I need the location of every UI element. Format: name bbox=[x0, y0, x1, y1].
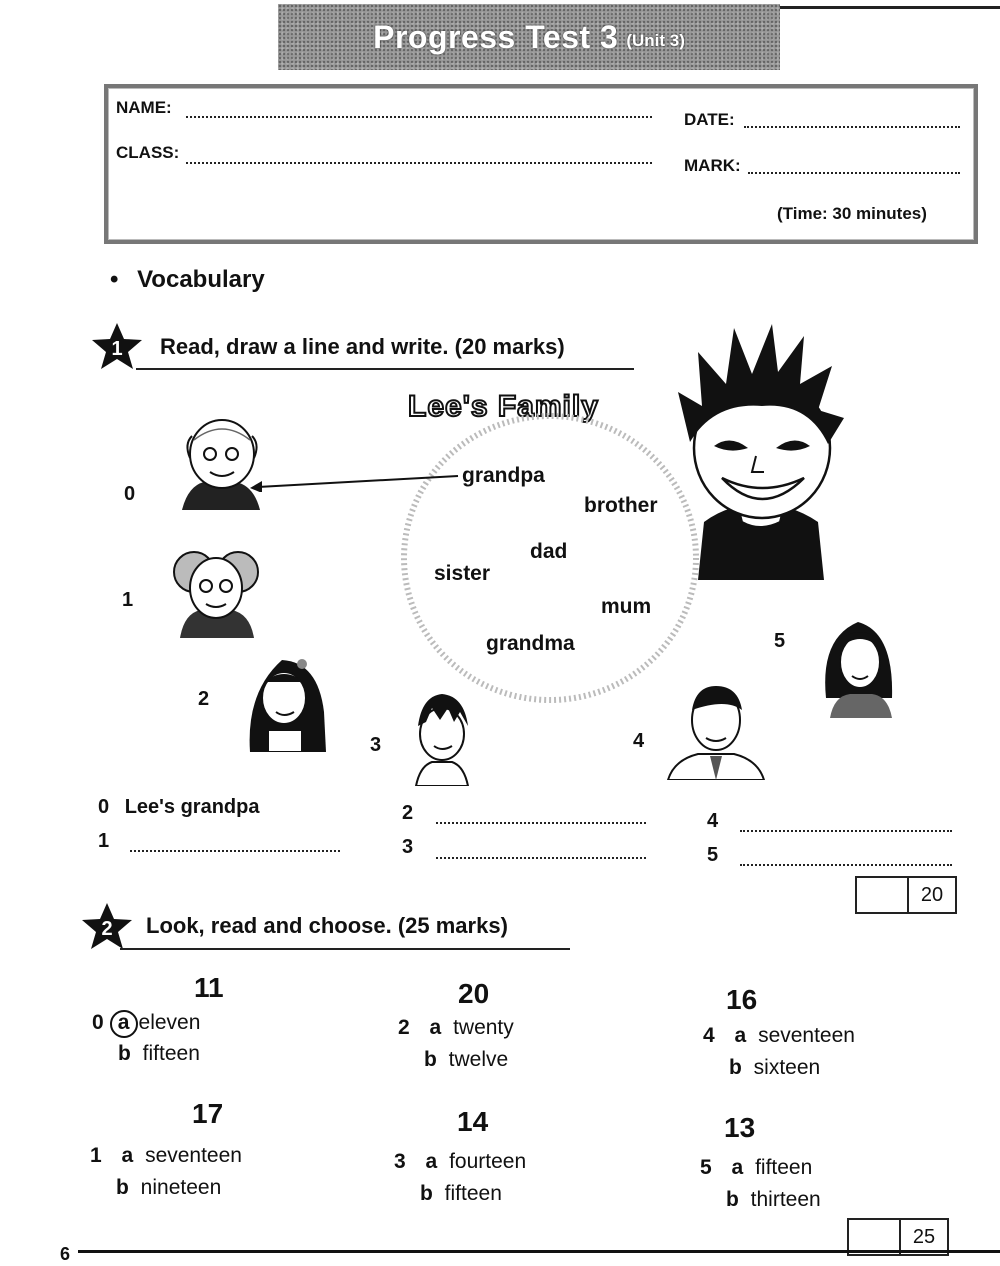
answer-number-4: 4 bbox=[707, 810, 719, 832]
word-grandpa: grandpa bbox=[462, 464, 545, 487]
choice-a[interactable] bbox=[703, 1024, 855, 1048]
exercise-1-number: 1 bbox=[111, 338, 123, 360]
exercise-1-score-box bbox=[855, 876, 957, 914]
prompt-number: 14 bbox=[457, 1106, 489, 1137]
mark-field[interactable] bbox=[748, 172, 960, 174]
answer-field-5[interactable] bbox=[740, 864, 952, 866]
choice-a[interactable] bbox=[92, 1010, 200, 1038]
picture-number-3: 3 bbox=[370, 734, 382, 756]
sister-illustration bbox=[242, 652, 328, 752]
choice-a-label: a bbox=[121, 1144, 134, 1167]
prompt-number: 11 bbox=[194, 972, 224, 1003]
time-note: (Time: 30 minutes) bbox=[777, 204, 927, 223]
choice-b-text: thirteen bbox=[750, 1188, 821, 1211]
item-number: 3 bbox=[394, 1150, 406, 1173]
choice-a-text: fourteen bbox=[449, 1150, 527, 1173]
choice-a[interactable] bbox=[90, 1144, 242, 1168]
section-bullet: • bbox=[110, 266, 119, 293]
choice-b-label: b bbox=[726, 1188, 739, 1211]
answer-number-5: 5 bbox=[707, 844, 719, 866]
top-rule bbox=[780, 6, 1000, 9]
item-number: 2 bbox=[398, 1016, 410, 1039]
picture-number-5: 5 bbox=[774, 630, 786, 652]
item-number: 4 bbox=[703, 1024, 715, 1047]
choice-b-label: b bbox=[729, 1056, 742, 1079]
choice-b[interactable] bbox=[420, 1182, 502, 1206]
choice-b-text: twelve bbox=[448, 1048, 509, 1071]
word-sister: sister bbox=[434, 562, 491, 585]
picture-number-1: 1 bbox=[122, 589, 134, 611]
exercise-1-score-field[interactable] bbox=[857, 878, 909, 912]
exercise-2-total: 25 bbox=[912, 1225, 936, 1248]
answer-field-4[interactable] bbox=[740, 830, 952, 832]
exercise-2-rule bbox=[120, 948, 570, 950]
name-field[interactable] bbox=[186, 116, 652, 118]
class-field[interactable] bbox=[186, 162, 652, 164]
choice-a-label: a bbox=[734, 1024, 747, 1047]
grandma-illustration bbox=[166, 542, 266, 640]
date-field[interactable] bbox=[744, 126, 960, 128]
grandpa-illustration bbox=[174, 414, 270, 512]
exercise-2-star-icon bbox=[80, 902, 134, 950]
section-heading bbox=[110, 266, 265, 294]
prompt-number: 17 bbox=[192, 1098, 224, 1129]
brother-illustration bbox=[408, 690, 474, 786]
choice-a-text: fifteen bbox=[755, 1156, 813, 1179]
choice-b-text: nineteen bbox=[140, 1176, 222, 1199]
lee-illustration bbox=[668, 322, 854, 580]
picture-number-2: 2 bbox=[198, 688, 210, 710]
name-label: NAME: bbox=[116, 98, 172, 117]
prompt-number: 13 bbox=[724, 1112, 756, 1143]
answer-number-2: 2 bbox=[402, 802, 414, 824]
prompt-number: 20 bbox=[458, 978, 490, 1009]
answer-row-0 bbox=[98, 796, 259, 819]
choice-a-text: seventeen bbox=[145, 1144, 242, 1167]
exercise-1-rule bbox=[136, 368, 634, 370]
picture-number-4: 4 bbox=[633, 730, 645, 752]
prompt-number: 16 bbox=[726, 984, 758, 1015]
choice-b-label: b bbox=[424, 1048, 437, 1071]
footer-rule bbox=[78, 1250, 1000, 1253]
choice-b-label: b bbox=[420, 1182, 433, 1205]
page-title: Progress Test 3 bbox=[373, 18, 619, 55]
choice-b-text: fifteen bbox=[444, 1182, 502, 1205]
exercise-1-star-icon bbox=[90, 322, 144, 370]
exercise-1-instruction: Read, draw a line and write. (20 marks) bbox=[160, 334, 565, 359]
unit-label: (Unit 3) bbox=[626, 31, 685, 50]
dad-illustration bbox=[666, 680, 766, 780]
choice-b[interactable] bbox=[118, 1042, 200, 1066]
page-number: 6 bbox=[60, 1244, 71, 1264]
word-mum: mum bbox=[601, 595, 652, 618]
exercise-2-score-field[interactable] bbox=[849, 1220, 901, 1254]
word-grandma: grandma bbox=[486, 632, 575, 655]
choice-b[interactable] bbox=[726, 1188, 821, 1212]
answer-number-3: 3 bbox=[402, 836, 414, 858]
choice-a-text: twenty bbox=[453, 1016, 514, 1039]
choice-b-label: b bbox=[116, 1176, 129, 1199]
choice-a[interactable] bbox=[700, 1156, 812, 1180]
section-title: Vocabulary bbox=[137, 266, 265, 293]
mum-illustration bbox=[820, 618, 896, 718]
word-brother: brother bbox=[584, 494, 658, 517]
answer-number-0: 0 bbox=[98, 796, 110, 818]
picture-number-0: 0 bbox=[124, 483, 136, 505]
item-number: 5 bbox=[700, 1156, 712, 1179]
date-label: DATE: bbox=[684, 110, 735, 129]
answer-number-1: 1 bbox=[98, 830, 110, 852]
item-number: 0 bbox=[92, 1011, 104, 1034]
choice-a[interactable] bbox=[394, 1150, 526, 1174]
answer-field-1[interactable] bbox=[130, 850, 340, 852]
choice-a-label: a bbox=[425, 1150, 438, 1173]
choice-b-text: fifteen bbox=[142, 1042, 200, 1065]
selected-choice-marker: a bbox=[110, 1010, 138, 1038]
choice-b[interactable] bbox=[116, 1176, 221, 1200]
exercise-1-total: 20 bbox=[920, 883, 944, 906]
choice-a-label: a bbox=[429, 1016, 442, 1039]
answer-field-3[interactable] bbox=[436, 857, 646, 859]
family-title: Lee's Family bbox=[408, 390, 599, 423]
title-banner bbox=[278, 4, 780, 70]
answer-field-2[interactable] bbox=[436, 822, 646, 824]
exercise-2-instruction: Look, read and choose. (25 marks) bbox=[146, 913, 508, 938]
example-arrow bbox=[248, 472, 460, 492]
word-dad: dad bbox=[530, 540, 568, 563]
choice-b-text: sixteen bbox=[753, 1056, 821, 1079]
item-number: 1 bbox=[90, 1144, 102, 1167]
choice-a-label: a bbox=[731, 1156, 744, 1179]
choice-a-text: seventeen bbox=[758, 1024, 855, 1047]
choice-b[interactable] bbox=[424, 1048, 508, 1072]
choice-b-label: b bbox=[118, 1042, 131, 1065]
answer-text-0: Lee's grandpa bbox=[124, 796, 260, 818]
choice-b[interactable] bbox=[729, 1056, 820, 1080]
choice-a-text: eleven bbox=[138, 1011, 201, 1034]
exercise-2-number: 2 bbox=[101, 918, 113, 940]
choice-a[interactable] bbox=[398, 1016, 514, 1040]
mark-label: MARK: bbox=[684, 156, 741, 175]
class-label: CLASS: bbox=[116, 143, 180, 162]
